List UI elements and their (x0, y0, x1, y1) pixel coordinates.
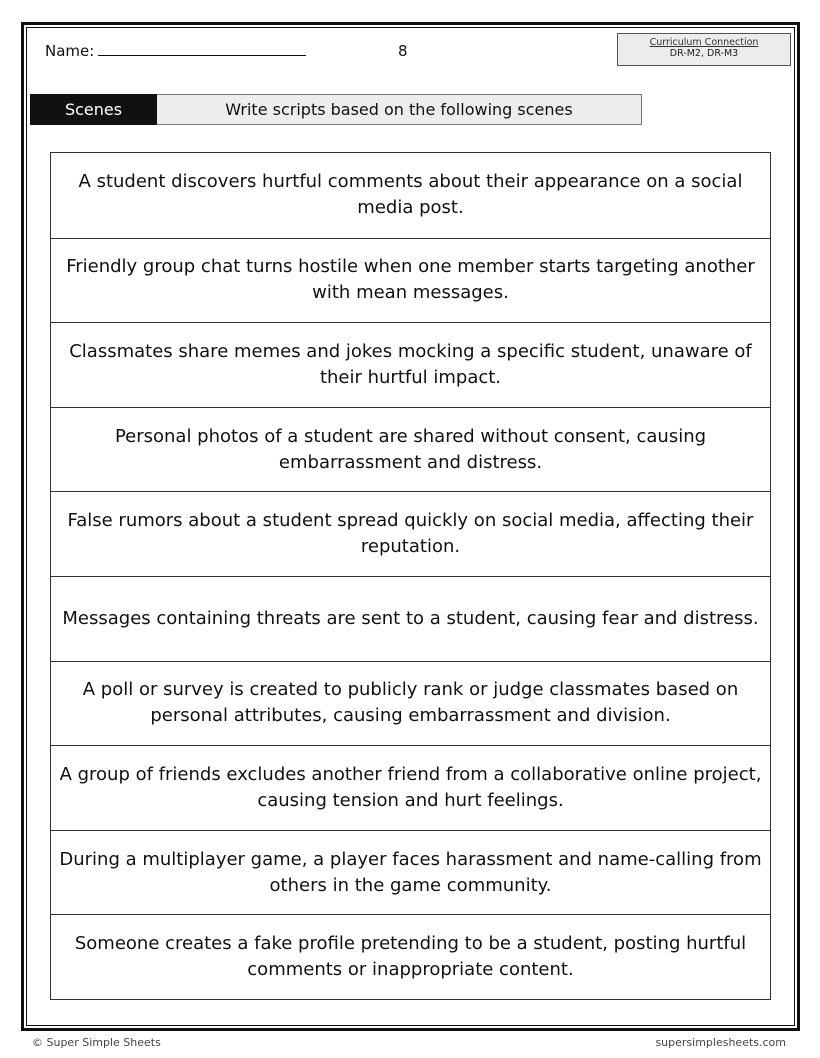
curriculum-codes: DR-M2, DR-M3 (669, 48, 739, 59)
section-tag: Scenes (30, 94, 157, 125)
footer-copyright: © Super Simple Sheets (32, 1036, 161, 1049)
footer-website: supersimplesheets.com (655, 1036, 786, 1049)
curriculum-title: Curriculum Connection (649, 37, 759, 48)
page-number: 8 (398, 42, 408, 60)
scene-item: During a multiplayer game, a player faces harassment and name-calling from others in the game community. (51, 830, 770, 915)
name-blank-line[interactable] (98, 42, 306, 56)
curriculum-connection-box (617, 33, 791, 66)
scene-item: Messages containing threats are sent to a student, causing fear and distress. (51, 576, 770, 661)
name-label: Name: (45, 42, 95, 60)
scene-item: Personal photos of a student are shared without consent, causing embarrassment and distress. (51, 407, 770, 492)
scene-list (50, 152, 771, 1000)
scene-item: Someone creates a fake profile pretending to be a student, posting hurtful comments or inappropriate content. (51, 914, 770, 999)
scene-item: A group of friends excludes another friend from a collaborative online project, causing tension and hurt feelings. (51, 745, 770, 830)
scene-item: Classmates share memes and jokes mocking a specific student, unaware of their hurtful impact. (51, 322, 770, 407)
scene-item: A student discovers hurtful comments about their appearance on a social media post. (78, 171, 743, 219)
name-field (45, 42, 306, 60)
section-instruction: Write scripts based on the following scenes (157, 94, 642, 125)
scene-item: A poll or survey is created to publicly rank or judge classmates based on personal attributes, causing embarrassment and division. (51, 661, 770, 746)
scene-item: False rumors about a student spread quickly on social media, affecting their reputation. (51, 491, 770, 576)
scene-item: Friendly group chat turns hostile when one member starts targeting another with mean messages. (51, 238, 770, 323)
